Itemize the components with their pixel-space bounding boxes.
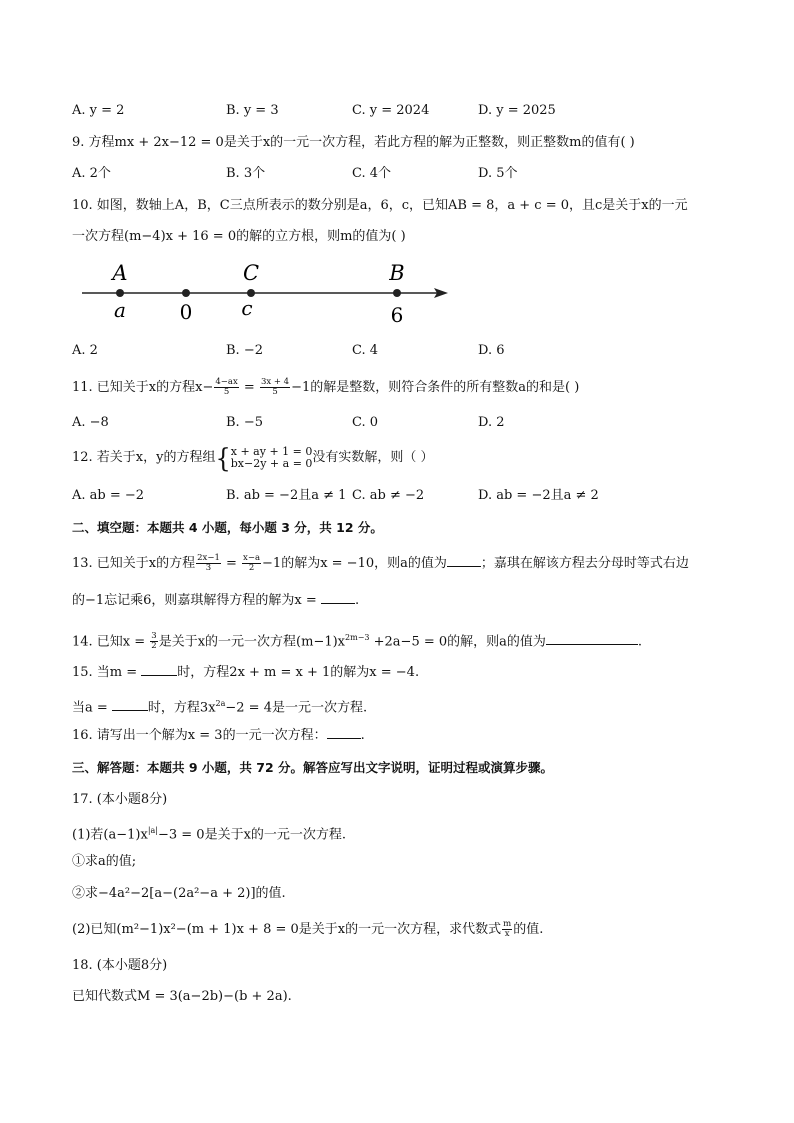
section-3-heading: 三、解答题：本题共 9 小题，共 72 分。解答应写出文字说明，证明过程或演算步骤。 xyxy=(72,760,554,775)
number-line-figure xyxy=(80,262,452,326)
q13-line2-end: . xyxy=(354,593,360,608)
q11-option-b: B. −5 xyxy=(226,415,263,430)
q11-equals: = xyxy=(239,380,259,395)
q10-option-d: D. 6 xyxy=(478,343,505,358)
q17-fraction xyxy=(502,920,512,939)
q9-option-d: D. 5个 xyxy=(478,166,518,181)
q17-part1-pre: (1)若(a−1)x xyxy=(72,827,148,843)
point-zero-value: 0 xyxy=(179,300,193,324)
q11-f1-denominator: 5 xyxy=(223,387,230,397)
q13-text-pre: 13. 已知关于x的方程 xyxy=(72,556,196,571)
q11-question xyxy=(72,374,579,402)
q14-exponent: 2m−3 xyxy=(345,633,370,642)
point-b-label: B xyxy=(389,262,405,285)
q12-brace: { xyxy=(215,442,231,473)
section-2-heading: 二、填空题：本题共 4 小题，每小题 3 分，共 12 分。 xyxy=(72,520,383,535)
q11-option-c: C. 0 xyxy=(352,415,379,430)
q12-equation-1: x + ay + 1 = 0 xyxy=(230,444,313,458)
q13-f1-denominator: 3 xyxy=(205,563,212,573)
q17-part1-post: −3 = 0是关于x的一元一次方程. xyxy=(157,827,347,843)
q15-line1-post: 时，方程2x + m = x + 1的解为x = −4. xyxy=(177,665,420,680)
q9-question: 9. 方程mx + 2x−12 = 0是关于x的一元一次方程，若此方程的解为正整数，则正整数m的值有( ) xyxy=(72,135,635,150)
q15-line1 xyxy=(72,663,419,683)
q8-option-d: D. y = 2025 xyxy=(478,103,556,118)
q16-text-end: . xyxy=(360,728,365,743)
q14-fraction xyxy=(150,632,157,651)
q13-fraction-2 xyxy=(242,554,261,573)
point-a-value: a xyxy=(114,298,126,322)
q11-option-d: D. 2 xyxy=(478,415,505,430)
q12-equation-system xyxy=(231,446,313,470)
q17-part2-post: 的值. xyxy=(513,922,544,937)
q9-option-a: A. 2个 xyxy=(72,166,111,181)
q13-fraction-1 xyxy=(196,554,221,573)
q14-text-pre: 14. 已知x = xyxy=(72,634,150,650)
q13-f2-numerator: x−a xyxy=(243,553,261,563)
q13-equals: = xyxy=(221,556,242,571)
q14-numerator: 3 xyxy=(151,631,157,642)
q12-option-a: A. ab = −2 xyxy=(72,488,145,503)
q12-option-b: B. ab = −2且a ≠ 1 xyxy=(226,488,347,503)
q11-f1-numerator: 4−ax xyxy=(215,377,238,387)
q13-text-post2: ；嘉琪在解该方程去分母时等式右边 xyxy=(480,556,689,571)
q16-question xyxy=(72,726,365,746)
q17-part2-pre: (2)已知(m²−1)x²−(m + 1)x + 8 = 0是关于x的一元一次方程，求代数式 xyxy=(72,922,502,937)
q10-question-line2: 一次方程(m−4)x + 16 = 0的解的立方根，则m的值为( ) xyxy=(72,229,406,244)
q8-option-b: B. y = 3 xyxy=(226,103,279,118)
q8-option-c: C. y = 2024 xyxy=(352,103,430,118)
q13-f2-denominator: 2 xyxy=(248,563,255,573)
q11-fraction-1 xyxy=(214,378,238,397)
q12-text-post: 没有实数解，则（ ） xyxy=(312,450,434,465)
point-a-label: A xyxy=(112,262,128,285)
q16-text-pre: 16. 请写出一个解为x = 3的一元一次方程： xyxy=(72,728,327,743)
q11-option-a: A. −8 xyxy=(72,415,109,430)
q10-option-c: C. 4 xyxy=(352,343,379,358)
q11-f2-denominator: 5 xyxy=(272,387,278,397)
q12-option-c: C. ab ≠ −2 xyxy=(352,488,425,503)
q14-question xyxy=(72,624,642,656)
q13-line2-text: 的−1忘记乘6，则嘉琪解得方程的解为x = xyxy=(72,593,321,608)
q12-equation-2: bx−2y + a = 0 xyxy=(230,456,313,470)
q14-denominator: 2 xyxy=(151,641,157,652)
q12-question xyxy=(72,443,434,473)
q9-option-b: B. 3个 xyxy=(226,166,266,181)
q11-f2-numerator: 3x + 4 xyxy=(260,377,290,387)
point-zero-dot xyxy=(182,289,190,297)
q9-option-c: C. 4个 xyxy=(352,166,392,181)
q14-text-post1: +2a−5 = 0的解，则a的值为 xyxy=(369,634,546,650)
q15-line2-post: −2 = 4是一元一次方程. xyxy=(225,700,368,716)
q15-exponent: 2a xyxy=(215,699,226,708)
q10-option-a: A. 2 xyxy=(72,343,98,358)
q15-line2 xyxy=(72,694,367,718)
q15-answer-blank-1[interactable] xyxy=(141,663,177,676)
q11-fraction-2 xyxy=(260,378,290,397)
q13-text-post1: −1的解为x = −10，则a的值为 xyxy=(262,556,447,571)
q18-statement: 已知代数式M = 3(a−2b)−(b + 2a). xyxy=(72,989,292,1004)
q13-line1 xyxy=(72,550,689,578)
q10-question-line1: 10. 如图，数轴上A，B，C三点所表示的数分别是a，6，c，已知AB = 8，a + c = 0，且c是关于x的一元 xyxy=(72,198,688,213)
q8-option-a: A. y = 2 xyxy=(72,103,125,118)
q17-part2 xyxy=(72,916,543,944)
q17-subquestion-2: ②求−4a²−2[a−(2a²−a + 2)]的值. xyxy=(72,886,286,901)
q15-line2-pre: 当a = xyxy=(72,700,112,716)
q11-text-pre: 11. 已知关于x的方程x− xyxy=(72,380,214,395)
q12-option-d: D. ab = −2且a ≠ 2 xyxy=(478,488,599,503)
q15-answer-blank-2[interactable] xyxy=(112,698,148,711)
point-c-label: C xyxy=(242,262,260,285)
q13-answer-blank-2[interactable] xyxy=(321,591,355,604)
point-b-dot xyxy=(393,289,401,297)
q15-line1-pre: 15. 当m = xyxy=(72,665,142,680)
q13-answer-blank-1[interactable] xyxy=(447,554,481,567)
q10-option-b: B. −2 xyxy=(226,343,263,358)
q17-title: 17. (本小题8分) xyxy=(72,792,168,807)
q13-line2 xyxy=(72,591,359,611)
q17-subquestion-1: ①求a的值; xyxy=(72,854,137,869)
q17-part1-exponent: |a| xyxy=(147,826,158,835)
q16-answer-blank[interactable] xyxy=(327,726,361,739)
q13-f1-numerator: 2x−1 xyxy=(197,553,220,563)
q15-line2-mid: 时，方程3x xyxy=(147,700,216,716)
q14-answer-blank[interactable] xyxy=(546,632,638,645)
point-c-value: c xyxy=(241,296,253,320)
q17-numerator: m xyxy=(503,919,512,929)
q14-text-mid: 是关于x的一元一次方程(m−1)x xyxy=(158,634,346,650)
q11-text-post: −1的解是整数，则符合条件的所有整数a的和是( ) xyxy=(291,380,580,395)
q14-text-end: . xyxy=(637,634,643,650)
q12-text-pre: 12. 若关于x，y的方程组 xyxy=(72,450,216,465)
q17-part1 xyxy=(72,821,346,845)
point-a-dot xyxy=(116,289,124,297)
q17-denominator: x xyxy=(504,929,510,939)
q18-title: 18. (本小题8分) xyxy=(72,958,168,973)
point-b-value: 6 xyxy=(390,303,404,326)
